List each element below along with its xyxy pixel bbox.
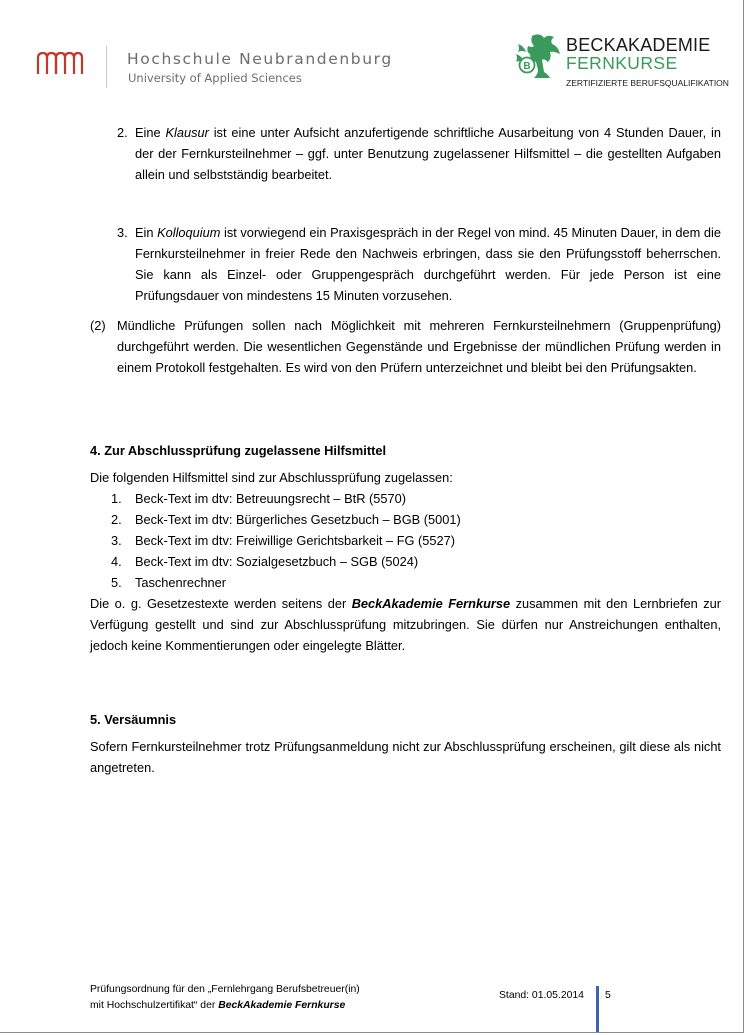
footer-separator-bar — [596, 986, 599, 1032]
header-divider — [106, 46, 107, 88]
list-item-number: 2. — [111, 512, 122, 527]
academy-title: BECKAKADEMIE — [566, 35, 711, 55]
list-item-text: Beck-Text im dtv: Sozialgesetzbuch – SGB (5024) — [135, 554, 419, 569]
university-subtitle: University of Applied Sciences — [128, 71, 302, 85]
section-closing: Die o. g. Gesetzestexte werden seitens der BeckAkademie Fernkurse zusammen mit den Lernbriefen zur Verfügung gestellt und sind zur Abschlussprüfung mitzubringen. Sie dürfen nur Anstreichungen enthalten, jedoch keine Kommentierungen oder eingelegte Blätter. — [90, 596, 721, 653]
footer-line-1: Prüfungsordnung für den „Fernlehrgang Berufsbetreuer(in) — [90, 984, 360, 995]
list-item-number: 4. — [111, 554, 122, 569]
section-text: Sofern Fernkursteilnehmer trotz Prüfungsanmeldung nicht zur Abschlussprüfung erscheinen, gilt diese als nicht angetreten. — [90, 739, 721, 775]
list-item — [90, 488, 721, 509]
griffin-emblem-icon — [514, 32, 564, 84]
section-heading: 5. Versäumnis — [90, 712, 177, 727]
footer-brand: BeckAkademie Fernkurse — [218, 1000, 346, 1011]
list-item-number: 3. — [111, 533, 122, 548]
academy-tagline: ZERTIFIZIERTE BERUFSQUALIFIKATION — [566, 78, 729, 88]
footer-line-2: mit Hochschulzertifikat“ der BeckAkademie Fernkurse — [90, 1000, 346, 1011]
section-5 — [90, 709, 721, 778]
section-4 — [90, 440, 721, 656]
paragraph-text: Mündliche Prüfungen sollen nach Möglichkeit mit mehreren Fernkursteilnehmern (Gruppenprüfung) durchgeführt werden. Die wesentlichen Gegenstände und Ergebnisse der mündlichen Prüfung werden in einem Protokoll festgehalten. Es wird von den Prüfern unterzeichnet und bleibt bei den Prüfungsakten. — [117, 318, 721, 375]
footer-date: Stand: 01.05.2014 — [499, 990, 584, 1001]
list-item-text: Beck-Text im dtv: Freiwillige Gerichtsbarkeit – FG (5527) — [135, 533, 456, 548]
university-logo-icon — [36, 50, 84, 80]
item-number: 3. — [117, 225, 128, 240]
list-item — [90, 530, 721, 551]
list-item — [90, 551, 721, 572]
list-item-text: Beck-Text im dtv: Bürgerliches Gesetzbuch – BGB (5001) — [135, 512, 461, 527]
section-heading: 4. Zur Abschlussprüfung zugelassene Hilfsmittel — [90, 443, 387, 458]
academy-subtitle: FERNKURSE — [566, 53, 678, 73]
brand-name: BeckAkademie Fernkurse — [351, 596, 511, 611]
section-intro: Die folgenden Hilfsmittel sind zur Abschlussprüfung zugelassen: — [90, 470, 453, 485]
list-item-text: Beck-Text im dtv: Betreuungsrecht – BtR (5570) — [135, 491, 406, 506]
emblem-letter: B — [523, 61, 531, 72]
list-item-number: 5. — [111, 575, 122, 590]
list-item-text: Taschenrechner — [135, 575, 227, 590]
item-number: 2. — [117, 125, 128, 140]
paragraph-number: (2) — [90, 318, 106, 333]
list-item-number: 1. — [111, 491, 122, 506]
item-text: Eine Klausur ist eine unter Aufsicht anzufertigende schriftliche Ausarbeitung von 4 Stunden Dauer, in der der Fernkursteilnehmer – ggf. unter Benutzung zugelassener Hilfsmittel – die gestellten Aufgaben allein und selbstständig bearbeitet. — [135, 125, 721, 182]
item-text: Ein Kolloquium ist vorwiegend ein Praxisgespräch in der Regel von mind. 45 Minuten Dauer, in dem die Fernkursteilnehmer in freier Rede den Nachweis erbringen, dass sie den Prüfungsstoff beherrschen. Sie kann als Einzel- oder Gruppengespräch durchgeführt werden. Für jede Person ist eine Prüfungsdauer von mindestens 15 Minuten vorzusehen. — [135, 225, 721, 303]
footer-title — [90, 982, 360, 1014]
page-number: 5 — [605, 990, 611, 1001]
list-item — [90, 572, 721, 593]
term-klausur: Klausur — [165, 125, 209, 140]
aids-list — [90, 488, 721, 593]
list-item — [90, 509, 721, 530]
term-kolloquium: Kolloquium — [157, 225, 221, 240]
university-name: Hochschule Neubrandenburg — [127, 50, 393, 68]
